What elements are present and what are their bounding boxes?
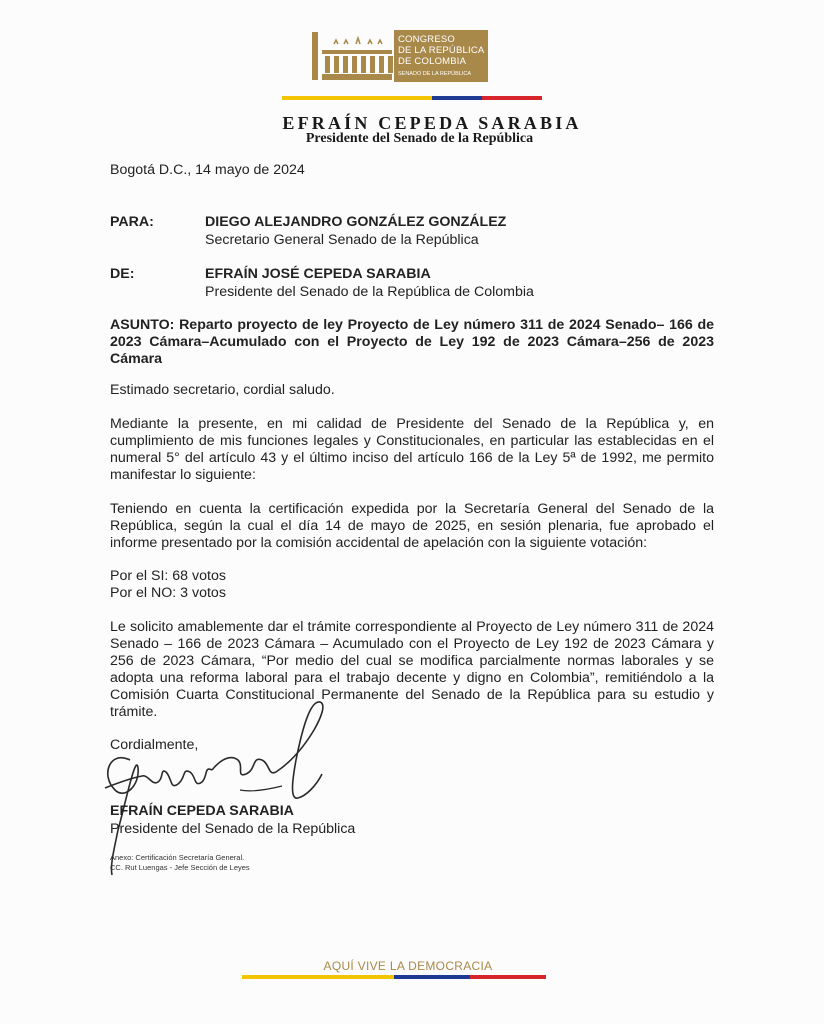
para-role: Secretario General Senado de la República bbox=[205, 232, 479, 248]
flag-red-stripe bbox=[482, 96, 542, 100]
greeting: Estimado secretario, cordial saludo. bbox=[110, 382, 335, 398]
footer-flag-yellow-stripe bbox=[242, 975, 394, 979]
header-title: Presidente del Senado de la República bbox=[305, 131, 534, 146]
annex-line-2: CC. Rut Luengas - Jefe Sección de Leyes bbox=[110, 863, 250, 872]
logo-subtitle: SENADO DE LA REPÚBLICA bbox=[398, 71, 472, 77]
para-name: DIEGO ALEJANDRO GONZÁLEZ GONZÁLEZ bbox=[205, 214, 507, 230]
congress-logo bbox=[312, 30, 488, 82]
header-flag-line bbox=[282, 96, 542, 100]
logo-text bbox=[398, 34, 484, 80]
signature-name: EFRAÍN CEPEDA SARABIA bbox=[110, 803, 294, 819]
de-label: DE: bbox=[110, 266, 135, 282]
logo-line-2: DE LA REPÚBLICA bbox=[398, 45, 485, 56]
footer-flag-line bbox=[242, 975, 546, 979]
flag-blue-stripe bbox=[432, 96, 482, 100]
header-name: EFRAÍN CEPEDA SARABIA bbox=[282, 113, 582, 133]
para-label: PARA: bbox=[110, 214, 154, 230]
paragraph-3: Le solicito amablemente dar el trámite correspondiente al Proyecto de Ley número 311 de 2024 Senado – 166 de 2023 Cámara – Acumulado con el Proyecto de Ley 192 de 2023 Cámara y 256 de 2023 Cámara, “Por medio del cual se modifica parcialmente normas laborales y se adopta una reforma laboral para el trabajo decente y digno en Colombia”, remitiéndolo a la Comisión Cuarta Constitucional Permanente del Senado de la República para su estudio y trámite. bbox=[110, 619, 714, 720]
vote-yes: Por el SI: 68 votos bbox=[110, 568, 226, 584]
footer-flag-blue-stripe bbox=[394, 975, 470, 979]
logo-line-1: CONGRESO bbox=[398, 34, 456, 45]
paragraph-2: Teniendo en cuenta la certificación expedida por la Secretaría General del Senado de la República, según la cual el día 14 de mayo de 2025, en sesión plenaria, fue aprobado el informe presentado por la comisión accidental de apelación con la siguiente votación: bbox=[110, 501, 714, 551]
de-name: EFRAÍN JOSÉ CEPEDA SARABIA bbox=[205, 266, 431, 282]
annex-line-1: Anexo: Certificación Secretaría General. bbox=[110, 853, 245, 862]
annex-note bbox=[110, 853, 250, 873]
signature-role: Presidente del Senado de la República bbox=[110, 821, 356, 837]
subject-line: ASUNTO: Reparto proyecto de ley Proyecto de Ley número 311 de 2024 Senado– 166 de 2023 Cámara–Acumulado con el Proyecto de Ley 192 de 2023 Cámara–256 de 2023 Cámara bbox=[110, 317, 714, 367]
flag-yellow-stripe bbox=[282, 96, 432, 100]
footer-motto: AQUÍ VIVE LA DEMOCRACIA bbox=[323, 959, 493, 973]
letter-date: Bogotá D.C., 14 mayo de 2024 bbox=[110, 162, 305, 178]
closing: Cordialmente, bbox=[110, 737, 199, 753]
logo-line-3: DE COLOMBIA bbox=[398, 56, 467, 67]
vote-no: Por el NO: 3 votos bbox=[110, 585, 226, 601]
capitol-building-icon bbox=[312, 30, 394, 82]
paragraph-1: Mediante la presente, en mi calidad de Presidente del Senado de la República y, en cumplimiento de mis funciones legales y Constitucionales, en particular las establecidas en el numeral 5° del artículo 43 y el último inciso del artículo 166 de la Ley 5ª de 1992, me permito manifestar lo siguiente: bbox=[110, 416, 714, 483]
footer-flag-red-stripe bbox=[470, 975, 546, 979]
de-role: Presidente del Senado de la República de Colombia bbox=[205, 284, 534, 300]
